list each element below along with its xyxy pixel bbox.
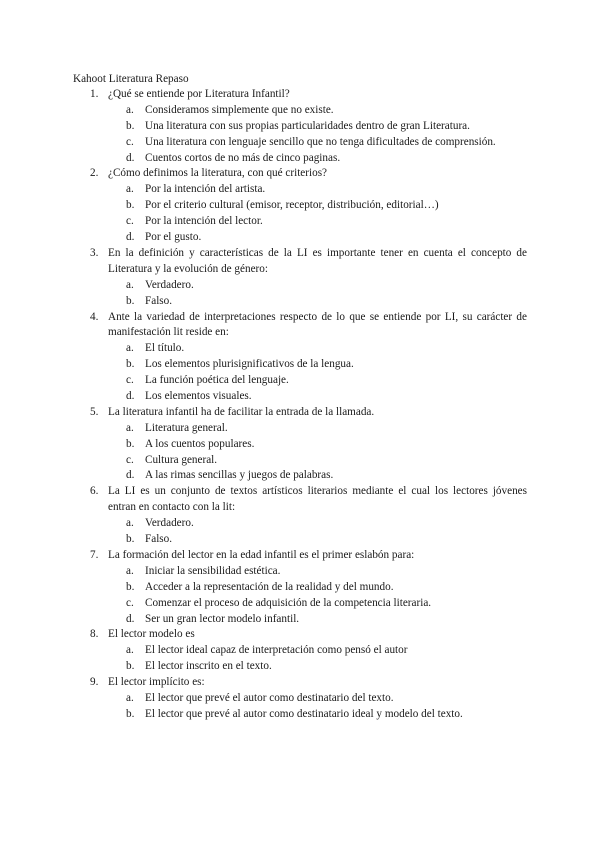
- question-number: 5.: [90, 405, 99, 418]
- option-letter: a.: [126, 103, 134, 116]
- option-letter: d.: [126, 151, 135, 164]
- answer-option: [0, 341, 600, 357]
- question-text: La formación del lector en la edad infantil es el primer eslabón para:: [108, 548, 415, 561]
- option-text: Por la intención del lector.: [145, 215, 263, 228]
- option-text: El lector inscrito en el texto.: [145, 660, 272, 673]
- answer-option: [0, 691, 600, 707]
- question-text: El lector modelo es: [108, 628, 195, 641]
- option-text: El lector ideal capaz de interpretación como pensó el autor: [145, 644, 408, 657]
- option-letter: a.: [126, 644, 134, 657]
- option-letter: a.: [126, 278, 134, 291]
- question-item: [0, 246, 600, 310]
- option-letter: b.: [126, 199, 135, 212]
- option-text: Cuentos cortos de no más de cinco paginas.: [145, 151, 341, 164]
- option-letter: c.: [126, 596, 134, 609]
- option-letter: c.: [126, 215, 134, 228]
- question-number: 1.: [90, 88, 99, 100]
- option-text: Comenzar el proceso de adquisición de la competencia literaria.: [145, 596, 432, 609]
- question-number: 2.: [90, 167, 99, 180]
- answer-option: [0, 373, 600, 389]
- option-text: A los cuentos populares.: [145, 437, 255, 450]
- answer-option: [0, 580, 600, 596]
- option-letter: a.: [126, 517, 134, 530]
- option-text: Verdadero.: [145, 517, 194, 530]
- answer-option: [0, 453, 600, 469]
- answer-option: [0, 214, 600, 230]
- answer-option: [0, 643, 600, 659]
- option-letter: b.: [126, 294, 135, 307]
- option-text: Iniciar la sensibilidad estética.: [145, 564, 281, 577]
- option-text: El lector que prevé el autor como destinatario del texto.: [145, 692, 394, 705]
- option-text: Por el gusto.: [145, 231, 202, 244]
- option-text: Consideramos simplemente que no existe.: [145, 103, 334, 116]
- answer-option: [0, 437, 600, 453]
- option-text: La función poética del lenguaje.: [145, 374, 289, 387]
- question-number: 6.: [90, 485, 99, 498]
- question-list: [0, 87, 600, 723]
- option-text: Una literatura con sus propias particularidades dentro de gran Literatura.: [145, 119, 470, 132]
- question-number: 9.: [90, 676, 99, 689]
- answer-option: [0, 659, 600, 675]
- option-letter: c.: [126, 453, 134, 466]
- answer-option: [0, 389, 600, 405]
- option-letter: b.: [126, 533, 135, 546]
- option-text: Una literatura con lenguaje sencillo que no tenga dificultades de comprensión.: [145, 135, 496, 148]
- option-letter: b.: [126, 707, 135, 720]
- question-number: 7.: [90, 548, 99, 561]
- option-letter: b.: [126, 437, 135, 450]
- option-letter: b.: [126, 660, 135, 673]
- answer-option: [0, 151, 600, 167]
- option-text: Literatura general.: [145, 421, 228, 434]
- option-text: Cultura general.: [145, 453, 218, 466]
- answer-option: [0, 596, 600, 612]
- question-text: El lector implícito es:: [108, 676, 205, 689]
- answer-option: [0, 564, 600, 580]
- answer-option: [0, 198, 600, 214]
- answer-option: [0, 421, 600, 437]
- document-title: Kahoot Literatura Repaso: [73, 73, 189, 85]
- option-text: Por la intención del artista.: [145, 183, 266, 196]
- option-text: A las rimas sencillas y juegos de palabras.: [145, 469, 334, 482]
- question-item: [0, 405, 600, 484]
- option-letter: c.: [126, 135, 134, 148]
- answer-option: [0, 532, 600, 548]
- option-letter: d.: [126, 612, 135, 625]
- question-item: [0, 548, 600, 627]
- option-text: El título.: [145, 342, 185, 355]
- question-item: [0, 87, 600, 166]
- option-letter: c.: [126, 374, 134, 387]
- option-text: Acceder a la representación de la realidad y del mundo.: [145, 580, 394, 593]
- question-item: [0, 627, 600, 675]
- question-number: 3.: [90, 246, 99, 259]
- answer-option: [0, 468, 600, 484]
- option-text: Por el criterio cultural (emisor, receptor, distribución, editorial…): [145, 199, 439, 212]
- option-letter: d.: [126, 231, 135, 244]
- option-text: Los elementos visuales.: [145, 390, 252, 403]
- question-item: [0, 310, 600, 405]
- answer-option: [0, 278, 600, 294]
- option-letter: a.: [126, 564, 134, 577]
- option-letter: b.: [126, 580, 135, 593]
- option-letter: d.: [126, 390, 135, 403]
- question-text: En la definición y características de la LI es importante tener en cuenta el concepto de Literatura y la evolución de género:: [108, 246, 527, 275]
- answer-option: [0, 119, 600, 135]
- option-text: Verdadero.: [145, 278, 194, 291]
- option-letter: a.: [126, 692, 134, 705]
- option-letter: a.: [126, 421, 134, 434]
- option-text: El lector que prevé al autor como destinatario ideal y modelo del texto.: [145, 707, 463, 720]
- question-text: La literatura infantil ha de facilitar la entrada de la llamada.: [108, 405, 375, 418]
- option-text: Falso.: [145, 294, 173, 307]
- question-text: La LI es un conjunto de textos artísticos literarios mediante el cual los lectores jóvenes entran en contacto con la lit:: [108, 485, 527, 514]
- question-text: ¿Qué se entiende por Literatura Infantil?: [108, 88, 290, 100]
- question-text: ¿Cómo definimos la literatura, con qué criterios?: [108, 167, 328, 180]
- question-item: [0, 166, 600, 245]
- answer-option: [0, 230, 600, 246]
- question-text: Ante la variedad de interpretaciones respecto de lo que se entiende por LI, su carácter de manifestación lit reside en:: [108, 310, 527, 339]
- option-text: Los elementos plurisignificativos de la lengua.: [145, 358, 354, 371]
- option-text: Ser un gran lector modelo infantil.: [145, 612, 300, 625]
- answer-option: [0, 357, 600, 373]
- answer-option: [0, 103, 600, 119]
- option-letter: b.: [126, 358, 135, 371]
- answer-option: [0, 182, 600, 198]
- option-text: Falso.: [145, 533, 173, 546]
- answer-option: [0, 516, 600, 532]
- option-letter: b.: [126, 119, 135, 132]
- answer-option: [0, 707, 600, 723]
- question-item: [0, 675, 600, 723]
- answer-option: [0, 294, 600, 310]
- question-number: 4.: [90, 310, 99, 323]
- question-number: 8.: [90, 628, 99, 641]
- option-letter: a.: [126, 342, 134, 355]
- question-item: [0, 484, 600, 548]
- answer-option: [0, 612, 600, 628]
- option-letter: a.: [126, 183, 134, 196]
- option-letter: d.: [126, 469, 135, 482]
- answer-option: [0, 135, 600, 151]
